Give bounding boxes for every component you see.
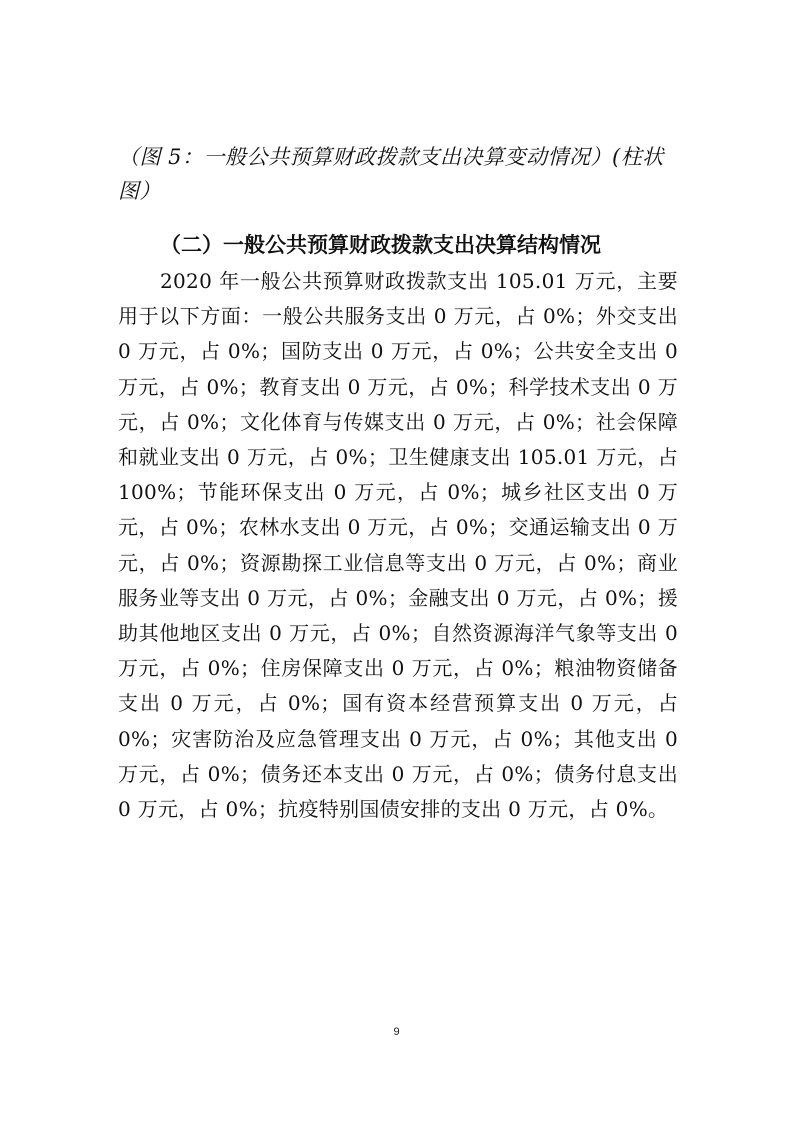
figure-caption: （图 5：一般公共预算财政拨款支出决算变动情况）(柱状图） [118,145,664,203]
page-number: 9 [393,1026,400,1038]
section-heading: （二）一般公共预算财政拨款支出决算结构情况 [160,233,601,257]
body-paragraph: 2020 年一般公共预算财政拨款支出 105.01 万元，主要用于以下方面：一般公共服务支出 0 万元，占 0%；外交支出 0 万元，占 0%；国防支出 0 万元，占 0%；公共安全支出 0 万元，占 0%；教育支出 0 万元，占 0%；科学技术支出 0 万元，占 0%；文化体育与传媒支出 0 万元，占 0%；社会保障和就业支出 0 万元，占 0%；卫生健康支出 105.01 万元，占 100%；节能环保支出 0 万元，占 0%；城乡社区支出 0 万元，占 0%；农林水支出 0 万元，占 0%；交通运输支出 0 万元，占 0%；资源勘探工业信息等支出 0 万元，占 0%；商业服务业等支出 0 万元，占 0%；金融支出 0 万元，占 0%；援助其他地区支出 0 万元，占 0%；自然资源海洋气象等支出 0 万元，占 0%；住房保障支出 0 万元，占 0%；粮油物资储备支出 0 万元，占 0%；国有资本经营预算支出 0 万元，占 0%；灾害防治及应急管理支出 0 万元，占 0%；其他支出 0 万元，占 0%；债务还本支出 0 万元，占 0%；债务付息支出 0 万元，占 0%；抗疫特别国债安排的支出 0 万元，占 0%。 [118,269,678,822]
